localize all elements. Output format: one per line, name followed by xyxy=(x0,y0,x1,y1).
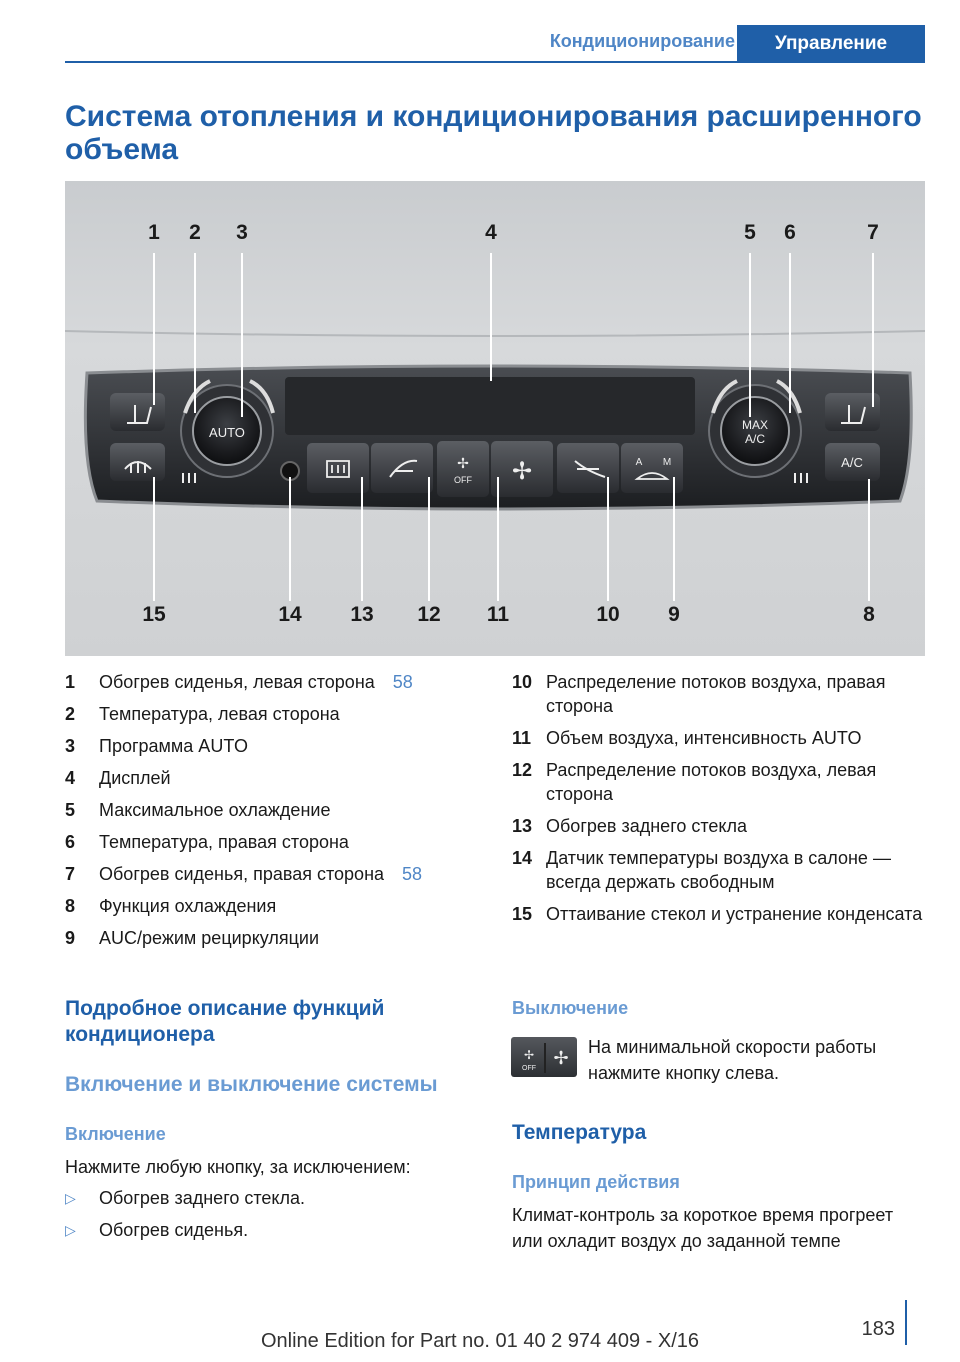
header-tab: Управление xyxy=(737,25,925,63)
legend-text: Датчик температуры воздуха в салоне — всегда держать свободным xyxy=(546,848,891,892)
legend-number: 7 xyxy=(65,864,76,884)
legend-number: 10 xyxy=(512,672,533,692)
legend-number: 14 xyxy=(512,848,533,868)
legend-number: 1 xyxy=(65,672,76,692)
page-reference-link[interactable]: 58 xyxy=(402,864,423,884)
legend-item xyxy=(65,702,455,726)
legend-text: Дисплей xyxy=(99,768,171,788)
legend-number: 12 xyxy=(512,760,533,780)
legend-text: Обогрев сиденья, левая сторона xyxy=(99,672,375,692)
page-title: Система отопления и кондиционирования расширенного объема xyxy=(65,100,922,166)
legend-item xyxy=(65,862,455,886)
callout-10: 10 xyxy=(596,603,620,626)
fan-off-icon-fan: ✢ xyxy=(553,1048,569,1068)
legend-text: Температура, левая сторона xyxy=(99,704,340,724)
minor-heading-principle: Принцип действия xyxy=(512,1172,680,1192)
subsection-heading: Включение и выключение системы xyxy=(65,1073,438,1096)
auc-m-label: M xyxy=(662,457,672,468)
section-heading: Подробное описание функций кондиционера xyxy=(65,997,385,1046)
legend-item xyxy=(65,894,455,918)
bullet-text: Обогрев сиденья. xyxy=(99,1220,249,1240)
legend-item xyxy=(512,902,925,926)
legend-text: Распределение потоков воздуха, правая сторона xyxy=(546,672,886,716)
legend-text: Температура, правая сторона xyxy=(99,832,349,852)
footer-edition: Online Edition for Part no. 01 40 2 974 409 - X/16 xyxy=(260,1330,700,1352)
callout-7: 7 xyxy=(867,221,879,244)
seat-heat-left-button[interactable] xyxy=(110,393,165,431)
bullet-marker-icon: ▷ xyxy=(65,1190,76,1206)
fan-off-icon xyxy=(511,1037,577,1077)
callout-3: 3 xyxy=(236,221,248,244)
bullet-item xyxy=(65,1217,475,1243)
legend-number: 5 xyxy=(65,800,76,820)
callout-6: 6 xyxy=(784,221,796,244)
callout-13: 13 xyxy=(350,603,374,626)
legend-number: 9 xyxy=(65,928,76,948)
legend-number: 13 xyxy=(512,816,533,836)
legend-item xyxy=(65,830,455,854)
legend-item xyxy=(65,734,455,758)
legend-text: Максимальное охлаждение xyxy=(99,800,331,820)
callout-12: 12 xyxy=(417,603,441,626)
air-distribution-left-button[interactable] xyxy=(371,443,433,493)
legend-item xyxy=(512,846,925,894)
legend-item xyxy=(512,814,925,838)
paragraph-principle: Климат-контроль за короткое время прогреет или охладит воздух до заданной темпе xyxy=(512,1205,894,1251)
legend-number: 3 xyxy=(65,736,76,756)
fan-off-icon-fan-small: ✢ xyxy=(523,1048,535,1062)
page-number: 183 xyxy=(861,1318,895,1340)
section-heading-temperature: Температура xyxy=(512,1121,647,1144)
minor-heading-off: Выключение xyxy=(512,998,629,1018)
callout-9: 9 xyxy=(668,603,680,626)
fan-off-glyph xyxy=(511,1037,577,1077)
display-area xyxy=(285,377,695,435)
legend-text: Функция охлаждения xyxy=(99,896,277,916)
max-label: MAX xyxy=(741,418,769,432)
off-label: OFF xyxy=(454,475,472,485)
fan-icon: ✢ xyxy=(511,458,533,485)
legend-item xyxy=(65,766,455,790)
legend-item xyxy=(65,926,455,950)
legend-text: Обогрев заднего стекла xyxy=(546,816,748,836)
minor-heading-on: Включение xyxy=(65,1124,166,1144)
climate-panel-figure xyxy=(65,181,925,656)
bullet-text: Обогрев заднего стекла. xyxy=(99,1188,306,1208)
fan-off-icon-off: OFF xyxy=(522,1065,536,1072)
legend-number: 6 xyxy=(65,832,76,852)
legend-number: 4 xyxy=(65,768,76,788)
callout-2: 2 xyxy=(189,221,201,244)
bullet-marker-icon: ▷ xyxy=(65,1222,76,1238)
callout-14: 14 xyxy=(278,603,302,626)
auto-button-label: AUTO xyxy=(209,425,245,440)
paragraph-off: На минимальной скорости работы нажмите кнопку слева. xyxy=(588,1037,877,1083)
callout-1: 1 xyxy=(148,221,160,244)
legend-left xyxy=(65,670,455,958)
callout-15: 15 xyxy=(142,603,166,626)
bullet-item xyxy=(65,1185,475,1211)
paragraph-on: Нажмите любую кнопку, за исключением: xyxy=(65,1157,411,1177)
max-ac-label: A/C xyxy=(744,432,766,446)
callout-5: 5 xyxy=(744,221,756,244)
legend-text: Программа AUTO xyxy=(99,736,248,756)
legend-right xyxy=(512,670,925,934)
fan-icon-small: ✢ xyxy=(457,455,469,471)
seat-heat-right-button[interactable] xyxy=(825,393,880,431)
page-reference-link[interactable]: 58 xyxy=(392,672,413,692)
legend-item xyxy=(65,670,455,694)
legend-number: 2 xyxy=(65,704,76,724)
auc-a-label: A xyxy=(635,457,643,468)
legend-text: Оттаивание стекол и устранение конденсата xyxy=(546,904,923,924)
legend-number: 11 xyxy=(512,728,532,748)
legend-text: Распределение потоков воздуха, левая сторона xyxy=(546,760,877,804)
legend-item xyxy=(512,670,925,718)
callout-8: 8 xyxy=(863,603,875,626)
legend-text: AUC/режим рециркуляции xyxy=(99,928,320,948)
legend-number: 15 xyxy=(512,904,533,924)
ac-label: A/C xyxy=(841,455,863,470)
callout-11: 11 xyxy=(486,603,510,626)
legend-item xyxy=(512,726,925,750)
header-rule xyxy=(65,61,925,63)
legend-text: Обогрев сиденья, правая сторона xyxy=(99,864,385,884)
callout-4: 4 xyxy=(485,221,497,244)
legend-number: 8 xyxy=(65,896,76,916)
legend-item xyxy=(65,798,455,822)
legend-text: Объем воздуха, интенсивность AUTO xyxy=(546,728,862,748)
legend-item xyxy=(512,758,925,806)
header-section: Кондиционирование xyxy=(549,31,735,51)
